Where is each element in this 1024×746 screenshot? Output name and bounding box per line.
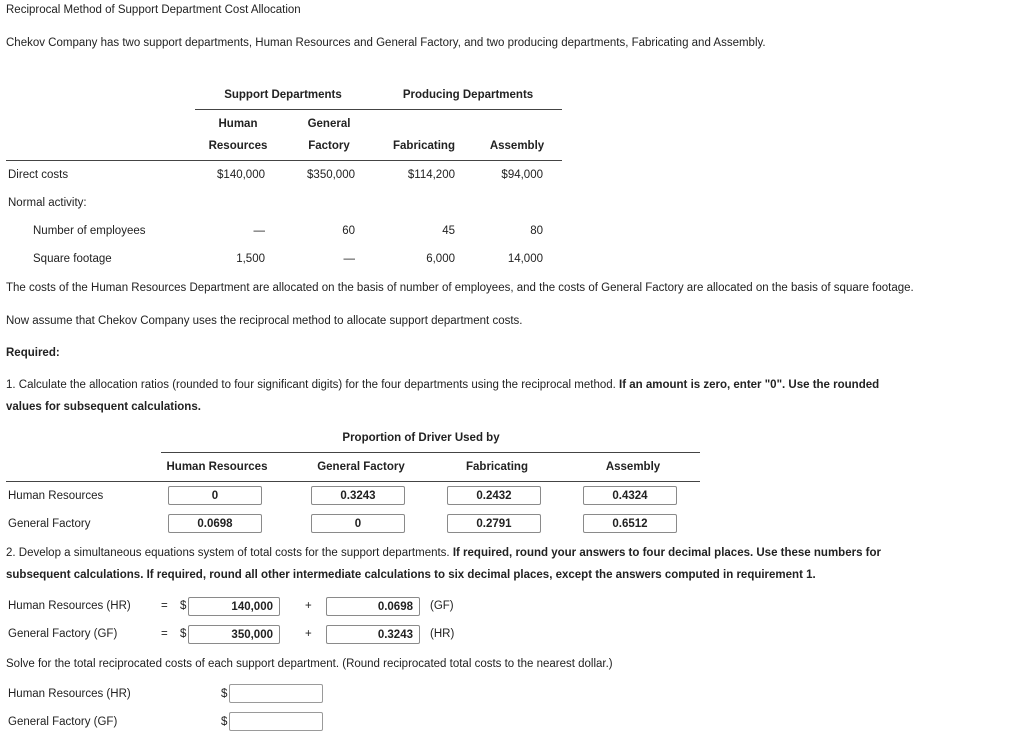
row-label-direct-costs: Direct costs xyxy=(8,169,69,181)
ratio-row-label-hr: Human Resources xyxy=(8,490,104,502)
equation-gf-plus: + xyxy=(305,628,312,640)
row-label-square-footage: Square footage xyxy=(33,253,112,265)
intro-text: Chekov Company has two support departments, Human Resources and General Factory, and two producing departments, Fabricating and Assembly. xyxy=(6,37,766,49)
equation-hr-var: (GF) xyxy=(430,600,454,612)
direct-costs-gf: $350,000 xyxy=(307,169,355,181)
col-hr-line1: Human xyxy=(218,118,258,130)
equation-hr-dollar: $ xyxy=(180,600,187,612)
proportion-caption: Proportion of Driver Used by xyxy=(342,432,500,444)
requirement-2-note: If required, round your answers to four decimal places. Use these numbers for xyxy=(452,547,881,559)
col-assembly: Assembly xyxy=(489,140,545,152)
required-label: Required: xyxy=(6,347,60,359)
group-support-header: Support Departments xyxy=(224,89,342,101)
direct-costs-fab: $114,200 xyxy=(407,169,455,181)
employees-gf: 60 xyxy=(342,225,355,237)
sqft-asm: 14,000 xyxy=(507,253,543,265)
sqft-gf: — xyxy=(343,253,355,265)
requirement-1-instruction: 1. Calculate the allocation ratios (rounded to four significant digits) for the four departments using the reciprocal method. xyxy=(6,379,620,391)
solve-instruction: Solve for the total reciprocated costs of each support department. (Round reciprocated total costs to the nearest dollar.) xyxy=(6,658,613,670)
equation-gf-amount-input[interactable] xyxy=(188,625,280,644)
group-underline xyxy=(195,109,562,110)
employees-asm: 80 xyxy=(530,225,543,237)
equation-gf-equals: = xyxy=(161,628,168,640)
ratio-hr-to-fab-input[interactable] xyxy=(447,486,541,505)
employees-hr: — xyxy=(253,225,265,237)
row-label-normal-activity: Normal activity: xyxy=(8,197,87,209)
ratio-header-underline xyxy=(6,481,700,482)
ratio-col-gf: General Factory xyxy=(317,461,405,473)
direct-costs-asm: $94,000 xyxy=(501,169,543,181)
equation-gf-label: General Factory (GF) xyxy=(8,628,118,640)
row-label-employees: Number of employees xyxy=(33,225,146,237)
equation-gf-coef-input[interactable] xyxy=(326,625,420,644)
col-gf-line1: General xyxy=(307,118,351,130)
answer-hr-dollar: $ xyxy=(221,688,228,700)
equation-hr-label: Human Resources (HR) xyxy=(8,600,131,612)
ratio-gf-to-hr-input[interactable] xyxy=(168,514,262,533)
col-gf-line2: Factory xyxy=(308,140,350,152)
group-producing-header: Producing Departments xyxy=(402,89,534,101)
ratio-gf-to-asm-input[interactable] xyxy=(583,514,677,533)
requirement-1-text xyxy=(6,379,879,391)
sqft-fab: 6,000 xyxy=(426,253,455,265)
ratio-col-asm: Assembly xyxy=(605,461,661,473)
direct-costs-hr: $140,000 xyxy=(217,169,265,181)
header-underline xyxy=(6,160,562,161)
requirement-2-text xyxy=(6,547,881,559)
col-fabricating: Fabricating xyxy=(393,140,455,152)
requirement-2-instruction: 2. Develop a simultaneous equations system of total costs for the support departments. xyxy=(6,547,453,559)
col-hr-line2: Resources xyxy=(208,140,268,152)
assumption-text: Now assume that Chekov Company uses the reciprocal method to allocate support department costs. xyxy=(6,315,523,327)
equation-gf-dollar: $ xyxy=(180,628,187,640)
employees-fab: 45 xyxy=(442,225,455,237)
caption-underline xyxy=(161,452,700,453)
equation-hr-amount-input[interactable] xyxy=(188,597,280,616)
requirement-1-note: If an amount is zero, enter "0". Use the rounded xyxy=(619,379,880,391)
equation-hr-equals: = xyxy=(161,600,168,612)
answer-hr-total-input[interactable] xyxy=(229,684,323,703)
ratio-hr-to-hr-input[interactable] xyxy=(168,486,262,505)
ratio-gf-to-gf-input[interactable] xyxy=(311,514,405,533)
page-title: Reciprocal Method of Support Department Cost Allocation xyxy=(6,4,301,16)
ratio-col-hr: Human Resources xyxy=(166,461,268,473)
answer-hr-label: Human Resources (HR) xyxy=(8,688,131,700)
equation-hr-coef-input[interactable] xyxy=(326,597,420,616)
sqft-hr: 1,500 xyxy=(236,253,265,265)
equation-hr-plus: + xyxy=(305,600,312,612)
ratio-hr-to-asm-input[interactable] xyxy=(583,486,677,505)
ratio-gf-to-fab-input[interactable] xyxy=(447,514,541,533)
allocation-basis-text: The costs of the Human Resources Department are allocated on the basis of number of employees, and the costs of General Factory are allocated on the basis of square footage. xyxy=(6,282,914,294)
answer-gf-total-input[interactable] xyxy=(229,712,323,731)
ratio-col-fab: Fabricating xyxy=(466,461,528,473)
ratio-row-label-gf: General Factory xyxy=(8,518,91,530)
ratio-hr-to-gf-input[interactable] xyxy=(311,486,405,505)
answer-gf-dollar: $ xyxy=(221,716,228,728)
answer-gf-label: General Factory (GF) xyxy=(8,716,118,728)
requirement-1-note-cont: values for subsequent calculations. xyxy=(6,401,201,413)
equation-gf-var: (HR) xyxy=(430,628,455,640)
requirement-2-note-cont: subsequent calculations. If required, round all other intermediate calculations to six decimal places, except the answers computed in requirement 1. xyxy=(6,569,816,581)
